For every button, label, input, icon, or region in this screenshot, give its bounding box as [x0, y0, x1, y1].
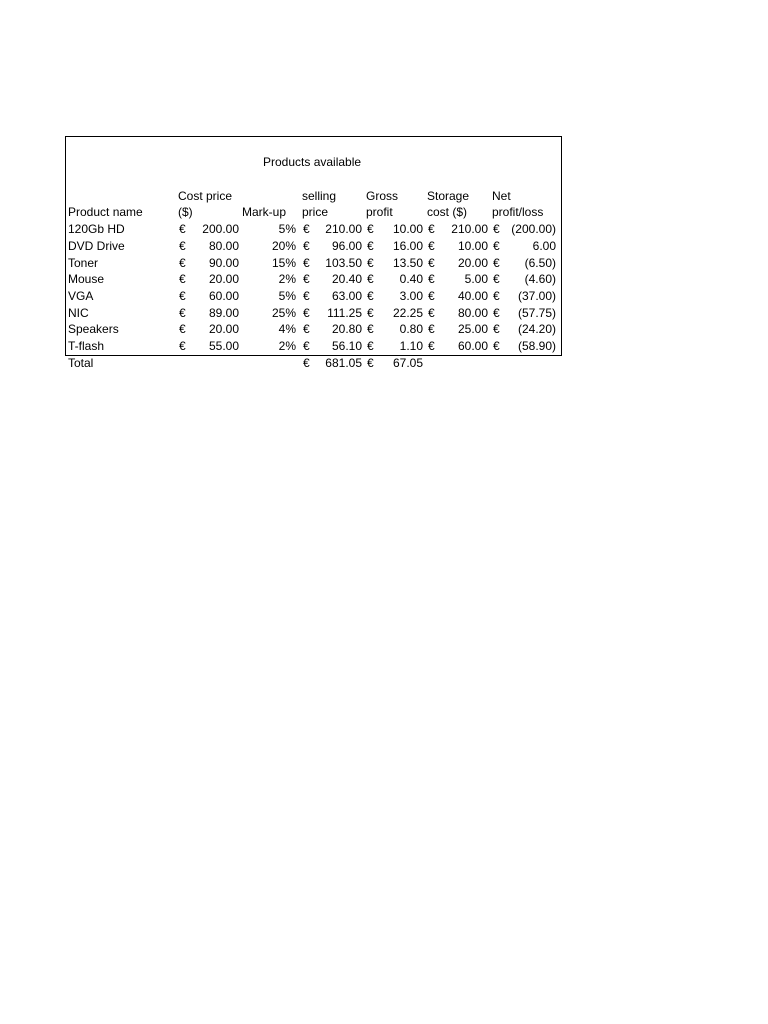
net-profit-cell — [490, 305, 558, 322]
gross-profit-cell — [364, 321, 425, 338]
markup-cell: 15% — [271, 255, 296, 270]
selling-price-cell-value: 56.10 — [331, 339, 362, 354]
gross-profit-cell-value: 10.00 — [392, 222, 423, 237]
table-row — [67, 338, 558, 355]
gross-profit-cell-value: 16.00 — [392, 238, 423, 253]
product-name-cell: Speakers — [68, 322, 119, 337]
storage-cost-cell — [425, 338, 490, 355]
currency-symbol: € — [303, 322, 310, 337]
currency-symbol: € — [179, 288, 186, 303]
cost-price-cell-value: 60.00 — [208, 288, 239, 303]
header-cost-price-2: Cost price — [178, 188, 233, 203]
markup-cell: 2% — [278, 339, 296, 354]
storage-cost-cell — [425, 271, 490, 288]
cost-price-cell-value: 55.00 — [208, 339, 239, 354]
storage-cost-cell-value: 210.00 — [451, 222, 488, 237]
net-profit-cell-value: (6.50) — [524, 255, 556, 270]
header-gross-profit-1 — [364, 171, 425, 188]
gross-profit-cell-value: 1.10 — [399, 339, 423, 354]
net-profit-cell-value: (57.75) — [517, 305, 556, 320]
gross-profit-cell — [364, 305, 425, 322]
table-row — [67, 288, 558, 305]
cost-price-cell — [176, 238, 241, 255]
markup-cell: 4% — [278, 322, 296, 337]
table-title: Products available — [263, 155, 362, 169]
gross-profit-cell — [364, 255, 425, 272]
header-selling-price-2: selling — [302, 188, 337, 203]
currency-symbol: € — [428, 322, 435, 337]
storage-cost-cell — [425, 305, 490, 322]
storage-cost-cell-value: 10.00 — [457, 238, 488, 253]
selling-price-cell-value: 63.00 — [331, 288, 362, 303]
gross-profit-cell — [364, 338, 425, 355]
empty-cell — [490, 355, 558, 372]
markup-cell: 25% — [271, 305, 296, 320]
currency-symbol: € — [493, 305, 500, 320]
product-name-cell: Toner — [68, 255, 99, 270]
selling-price-cell — [300, 338, 364, 355]
cost-price-cell — [176, 305, 241, 322]
header-net-profit-1 — [490, 171, 558, 188]
cost-price-cell — [176, 221, 241, 238]
selling-price-cell-value: 96.00 — [331, 238, 362, 253]
header-net-profit-2: Net — [492, 188, 511, 203]
selling-price-cell — [300, 238, 364, 255]
gross-profit-cell — [364, 288, 425, 305]
header-storage-cost-1 — [425, 171, 490, 188]
table-row — [67, 271, 558, 288]
product-name-cell: T-flash — [68, 339, 105, 354]
currency-symbol: € — [493, 288, 500, 303]
currency-symbol: € — [428, 222, 435, 237]
currency-symbol: € — [303, 238, 310, 253]
storage-cost-cell-value: 20.00 — [457, 255, 488, 270]
header-storage-cost-3: cost ($) — [427, 205, 468, 220]
currency-symbol: € — [428, 255, 435, 270]
storage-cost-cell-value: 25.00 — [457, 322, 488, 337]
currency-symbol: € — [303, 222, 310, 237]
gross-profit-cell — [364, 238, 425, 255]
empty-cell — [241, 355, 300, 372]
spreadsheet-table — [65, 136, 562, 370]
total-selling-cell — [300, 355, 364, 372]
currency-symbol: € — [493, 339, 500, 354]
table-row — [67, 305, 558, 322]
gross-profit-cell-value: 13.50 — [392, 255, 423, 270]
selling-price-cell — [300, 305, 364, 322]
markup-cell: 2% — [278, 272, 296, 287]
currency-symbol: € — [493, 255, 500, 270]
currency-symbol: € — [367, 355, 374, 370]
markup-cell: 5% — [278, 288, 296, 303]
cost-price-cell — [176, 271, 241, 288]
currency-symbol: € — [493, 222, 500, 237]
header-gross-profit-2: Gross — [366, 188, 399, 203]
cost-price-cell-value: 20.00 — [208, 272, 239, 287]
currency-symbol: € — [303, 255, 310, 270]
selling-price-cell — [300, 321, 364, 338]
gross-profit-cell-value: 22.25 — [392, 305, 423, 320]
currency-symbol: € — [179, 222, 186, 237]
gross-profit-cell-value: 3.00 — [399, 288, 423, 303]
currency-symbol: € — [493, 272, 500, 287]
total-gross-cell-value: 67.05 — [392, 355, 423, 370]
gross-profit-cell-value: 0.40 — [399, 272, 423, 287]
net-profit-cell — [490, 271, 558, 288]
storage-cost-cell — [425, 288, 490, 305]
product-name-cell: NIC — [68, 305, 89, 320]
header-product-name-3: Product name — [68, 205, 143, 220]
currency-symbol: € — [303, 355, 310, 370]
net-profit-cell — [490, 221, 558, 238]
net-profit-cell — [490, 238, 558, 255]
selling-price-cell-value: 111.25 — [327, 305, 362, 320]
header-markup-2 — [241, 188, 300, 205]
gross-profit-cell — [364, 221, 425, 238]
product-name-cell: Mouse — [68, 272, 105, 287]
currency-symbol: € — [367, 222, 374, 237]
selling-price-cell-value: 103.50 — [325, 255, 362, 270]
product-name-cell: DVD Drive — [68, 238, 125, 253]
storage-cost-cell — [425, 321, 490, 338]
storage-cost-cell-value: 40.00 — [457, 288, 488, 303]
currency-symbol: € — [428, 339, 435, 354]
storage-cost-cell-value: 5.00 — [464, 272, 488, 287]
header-markup-1 — [241, 171, 300, 188]
currency-symbol: € — [428, 288, 435, 303]
total-selling-cell-value: 681.05 — [325, 355, 362, 370]
cost-price-cell-value: 200.00 — [202, 222, 239, 237]
selling-price-cell — [300, 271, 364, 288]
products-table — [67, 171, 558, 371]
net-profit-cell-value: (24.20) — [517, 322, 556, 337]
currency-symbol: € — [493, 238, 500, 253]
table-row — [67, 238, 558, 255]
header-net-profit-3: profit/loss — [492, 205, 544, 220]
net-profit-cell-value: (58.90) — [517, 339, 556, 354]
gross-profit-cell-value: 0.80 — [399, 322, 423, 337]
cost-price-cell — [176, 288, 241, 305]
gross-profit-cell — [364, 271, 425, 288]
header-gross-profit-3: profit — [366, 205, 393, 220]
net-profit-cell — [490, 321, 558, 338]
net-profit-cell-value: 6.00 — [532, 238, 556, 253]
cost-price-cell-value: 89.00 — [208, 305, 239, 320]
currency-symbol: € — [179, 339, 186, 354]
currency-symbol: € — [179, 305, 186, 320]
net-profit-cell — [490, 255, 558, 272]
selling-price-cell-value: 20.80 — [331, 322, 362, 337]
markup-cell: 5% — [278, 222, 296, 237]
currency-symbol: € — [179, 272, 186, 287]
selling-price-cell — [300, 255, 364, 272]
currency-symbol: € — [367, 238, 374, 253]
empty-cell — [176, 355, 241, 372]
currency-symbol: € — [303, 339, 310, 354]
cost-price-cell-value: 90.00 — [208, 255, 239, 270]
header-markup-3: Mark-up — [242, 205, 287, 220]
storage-cost-cell — [425, 221, 490, 238]
currency-symbol: € — [428, 272, 435, 287]
currency-symbol: € — [367, 255, 374, 270]
header-storage-cost-2: Storage — [427, 188, 470, 203]
cost-price-cell — [176, 321, 241, 338]
currency-symbol: € — [303, 272, 310, 287]
cost-price-cell — [176, 255, 241, 272]
product-name-cell: VGA — [68, 288, 94, 303]
currency-symbol: € — [367, 322, 374, 337]
markup-cell: 20% — [271, 238, 296, 253]
header-row-1 — [67, 171, 558, 188]
currency-symbol: € — [428, 305, 435, 320]
currency-symbol: € — [179, 255, 186, 270]
currency-symbol: € — [303, 288, 310, 303]
net-profit-cell-value: (37.00) — [517, 288, 556, 303]
total-label: Total — [68, 355, 94, 370]
selling-price-cell — [300, 221, 364, 238]
header-product-name-1 — [67, 171, 176, 188]
header-selling-price-1 — [300, 171, 364, 188]
net-profit-cell-value: (4.60) — [524, 272, 556, 287]
currency-symbol: € — [303, 305, 310, 320]
table-row — [67, 221, 558, 238]
total-row — [67, 355, 558, 372]
selling-price-cell — [300, 288, 364, 305]
currency-symbol: € — [179, 322, 186, 337]
currency-symbol: € — [367, 339, 374, 354]
cost-price-cell — [176, 338, 241, 355]
header-selling-price-3: price — [302, 205, 329, 220]
storage-cost-cell — [425, 238, 490, 255]
net-profit-cell-value: (200.00) — [511, 222, 556, 237]
header-row-3 — [67, 204, 558, 221]
currency-symbol: € — [367, 305, 374, 320]
net-profit-cell — [490, 338, 558, 355]
currency-symbol: € — [428, 238, 435, 253]
selling-price-cell-value: 210.00 — [325, 222, 362, 237]
net-profit-cell — [490, 288, 558, 305]
storage-cost-cell-value: 80.00 — [457, 305, 488, 320]
currency-symbol: € — [367, 288, 374, 303]
storage-cost-cell-value: 60.00 — [457, 339, 488, 354]
total-gross-cell — [364, 355, 425, 372]
storage-cost-cell — [425, 255, 490, 272]
header-cost-price-1 — [176, 171, 241, 188]
currency-symbol: € — [367, 272, 374, 287]
empty-cell — [425, 355, 490, 372]
header-cost-price-3: ($) — [178, 205, 193, 220]
currency-symbol: € — [179, 238, 186, 253]
cost-price-cell-value: 20.00 — [208, 322, 239, 337]
header-row-2 — [67, 188, 558, 205]
product-name-cell: 120Gb HD — [68, 222, 125, 237]
table-row — [67, 321, 558, 338]
cost-price-cell-value: 80.00 — [208, 238, 239, 253]
currency-symbol: € — [493, 322, 500, 337]
selling-price-cell-value: 20.40 — [331, 272, 362, 287]
table-row — [67, 255, 558, 272]
header-product-name-2 — [67, 188, 176, 205]
